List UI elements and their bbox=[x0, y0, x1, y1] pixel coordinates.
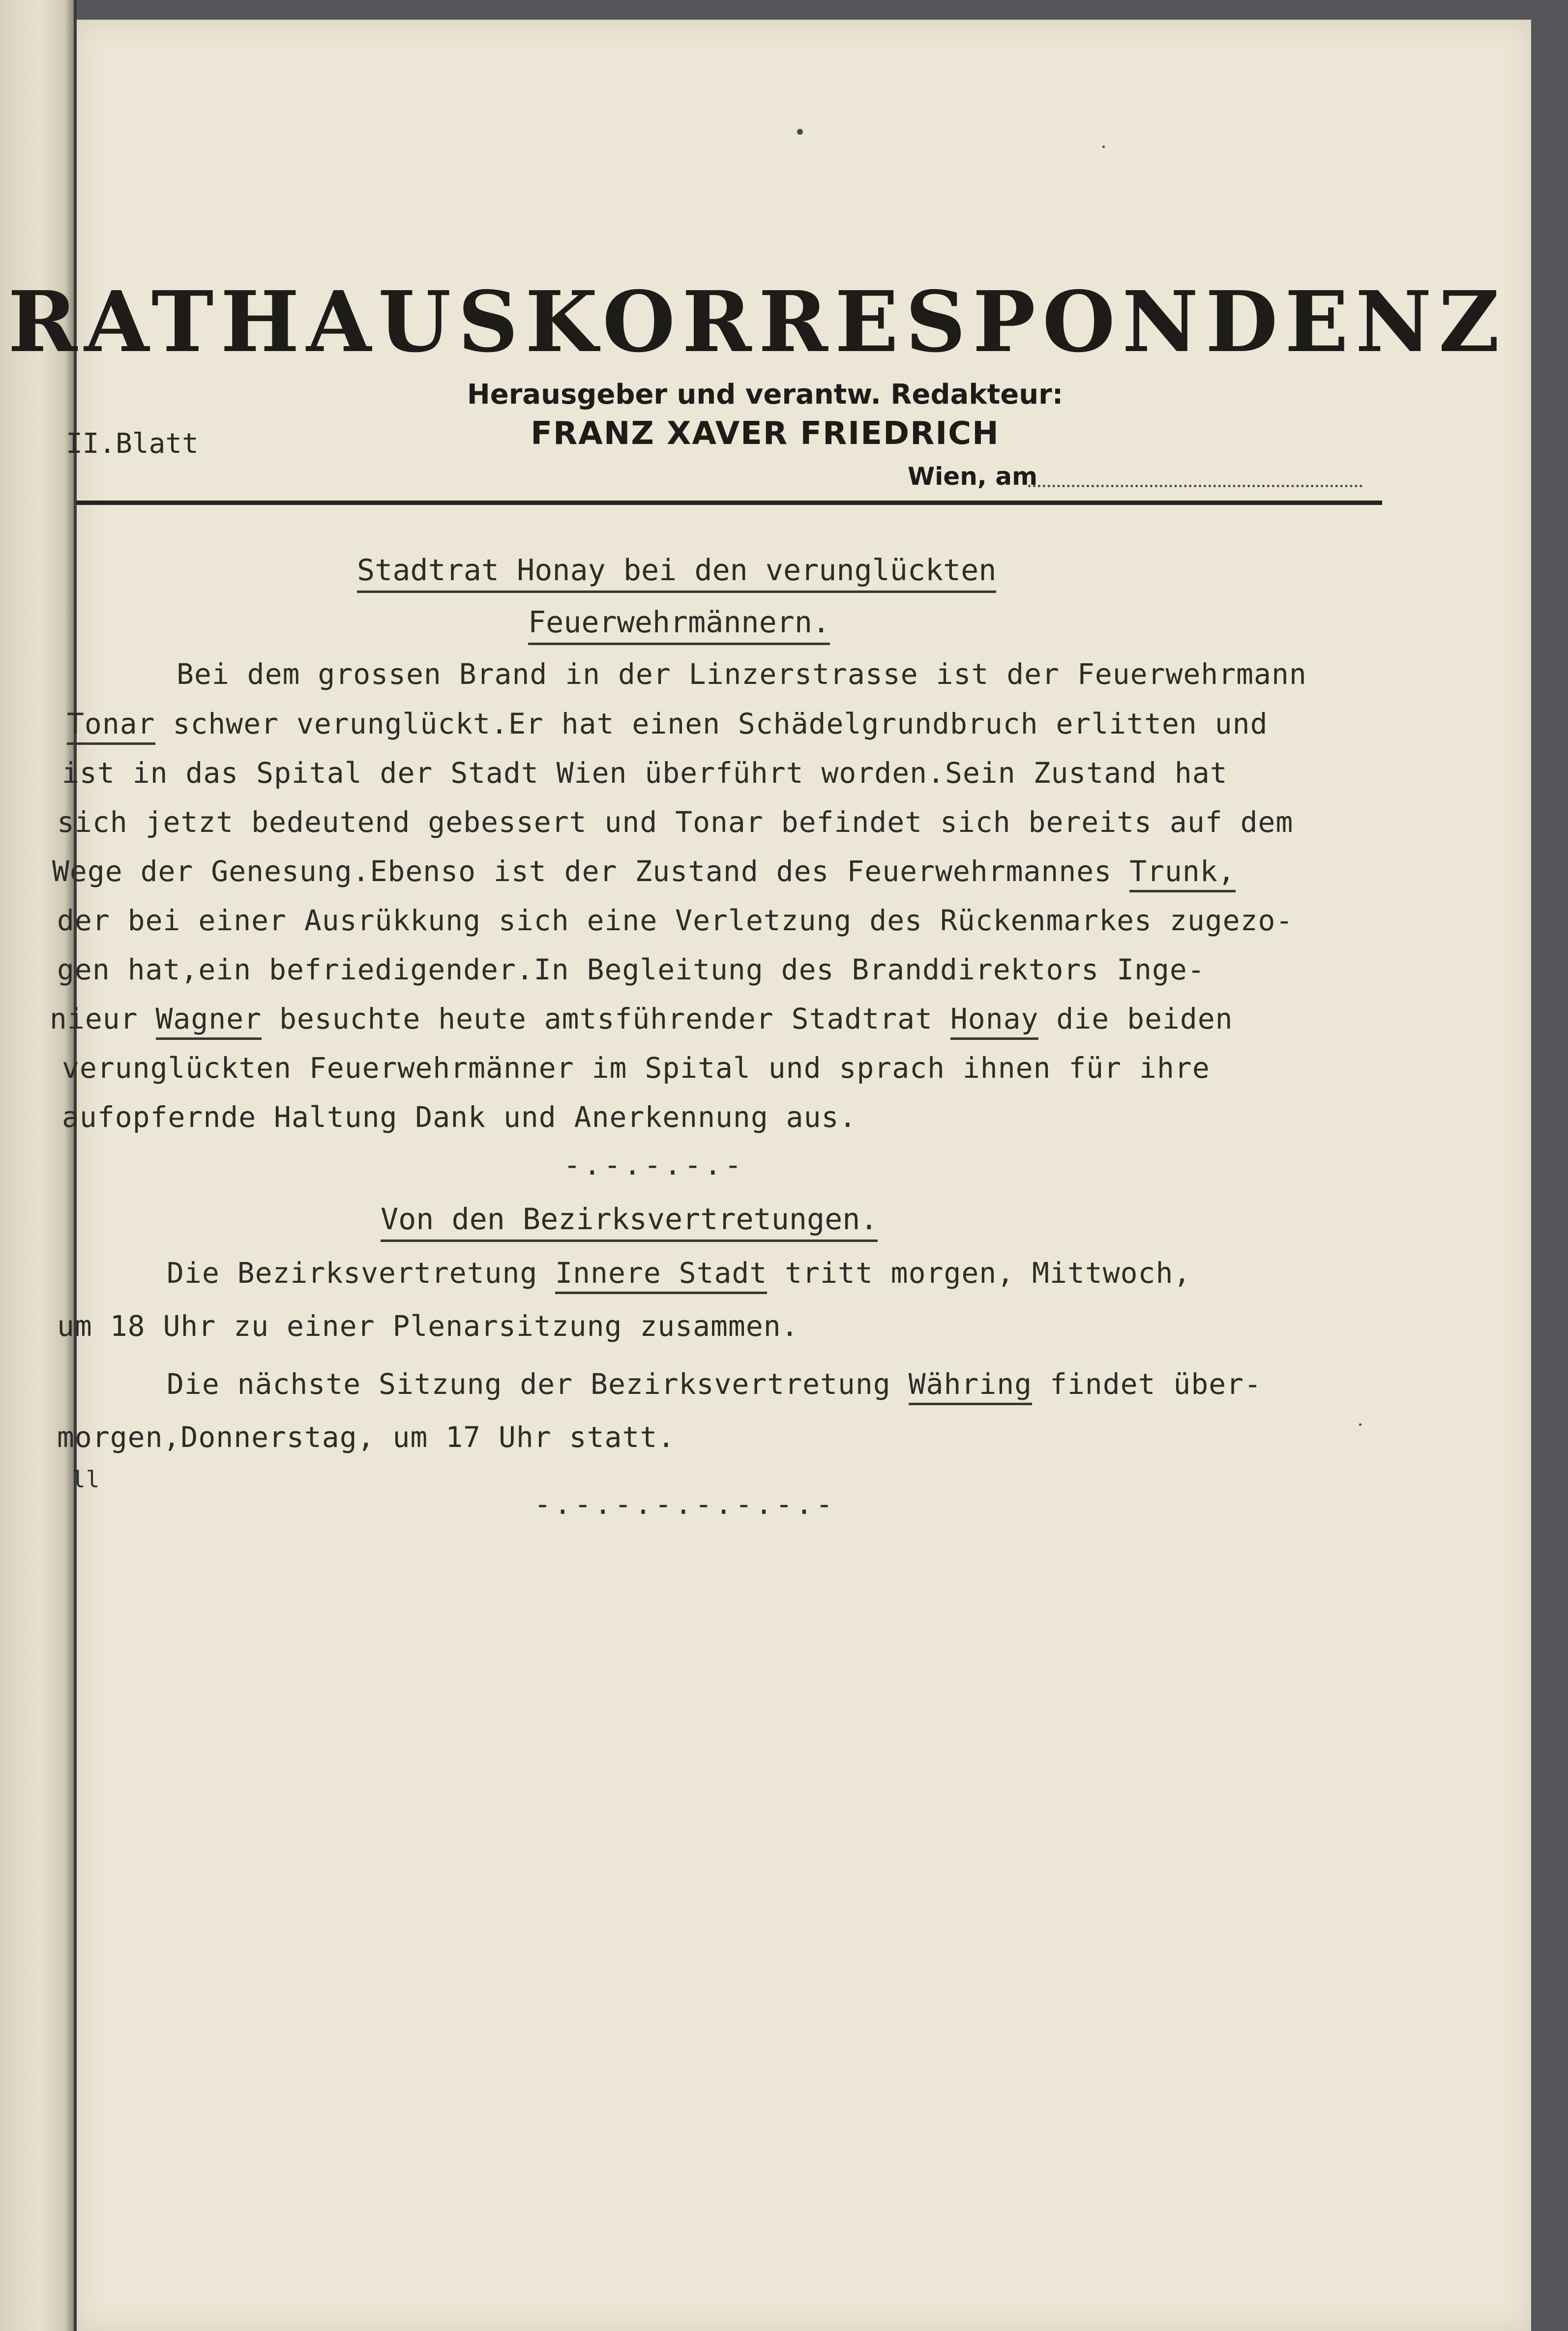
article-line-1: Bei dem grossen Brand in der Linzerstrasse ist der Feuerwehrmann bbox=[177, 657, 1307, 691]
article-line-8: nieur Wagner besuchte heute amtsführender Stadtrat Honay die beiden bbox=[50, 1004, 1233, 1033]
date-dotted-line bbox=[1028, 485, 1362, 487]
end-separator: -.-.-.-.-.-.-.- bbox=[534, 1487, 836, 1521]
article-line-2: Tonar schwer verunglückt.Er hat einen Schädelgrundbruch erlitten und bbox=[67, 709, 1268, 738]
typist-initials: ll bbox=[72, 1466, 100, 1493]
article-line-7: gen hat,ein befriedigender.In Begleitung des Branddirektors Inge- bbox=[57, 953, 1205, 986]
article-line-10: aufopfernde Haltung Dank und Anerkennung aus. bbox=[62, 1100, 857, 1134]
sheet-number: II.Blatt bbox=[66, 428, 199, 460]
article-line-6: der bei einer Ausrükkung sich eine Verletzung des Rückenmarkes zugezo- bbox=[57, 904, 1294, 937]
underlined-name: Trunk, bbox=[1129, 855, 1236, 892]
section-separator: -.-.-.-.- bbox=[563, 1148, 745, 1181]
article-line-9: verunglückten Feuerwehrmänner im Spital und sprach ihnen für ihre bbox=[62, 1051, 1210, 1085]
article2-line-1: Die Bezirksvertretung Innere Stadt tritt morgen, Mittwoch, bbox=[167, 1259, 1191, 1287]
masthead-place-date: Wien, am bbox=[908, 462, 1038, 491]
underlined-name: Wagner bbox=[156, 1002, 262, 1040]
masthead-subtitle: Herausgeber und verantw. Redakteur: bbox=[467, 379, 1064, 411]
masthead-title: RATHAUSKORRESPONDENZ bbox=[8, 273, 1507, 371]
article-line-5: Wege der Genesung.Ebenso ist der Zustand des Feuerwehrmannes Trunk, bbox=[52, 857, 1236, 885]
ink-speck bbox=[1102, 146, 1105, 148]
underlined-name: Tonar bbox=[67, 707, 155, 745]
masthead-editor: FRANZ XAVER FRIEDRICH bbox=[531, 415, 1000, 452]
document-page bbox=[8, 20, 1531, 2331]
article-line-3: ist in das Spital der Stadt Wien überführt worden.Sein Zustand hat bbox=[62, 756, 1228, 790]
ink-speck bbox=[797, 129, 803, 135]
article2-line-3: Die nächste Sitzung der Bezirksvertretung Währing findet über- bbox=[167, 1370, 1262, 1398]
article-headline-line-2: Feuerwehrmännern. bbox=[528, 608, 830, 637]
article-line-4: sich jetzt bedeutend gebessert und Tonar befindet sich bereits auf dem bbox=[57, 805, 1294, 839]
header-rule bbox=[77, 501, 1382, 505]
underlined-district: Währing bbox=[909, 1367, 1032, 1405]
article2-line-4: morgen,Donnerstag, um 17 Uhr statt. bbox=[57, 1420, 676, 1454]
article-headline: Von den Bezirksvertretungen. bbox=[381, 1205, 878, 1234]
underlined-district: Innere Stadt bbox=[555, 1256, 767, 1294]
ink-speck bbox=[1359, 1423, 1361, 1426]
article2-line-2: um 18 Uhr zu einer Plenarsitzung zusammen. bbox=[57, 1309, 799, 1343]
underlined-name: Honay bbox=[950, 1002, 1039, 1040]
article-headline-line-1: Stadtrat Honay bei den verunglückten bbox=[357, 556, 996, 585]
